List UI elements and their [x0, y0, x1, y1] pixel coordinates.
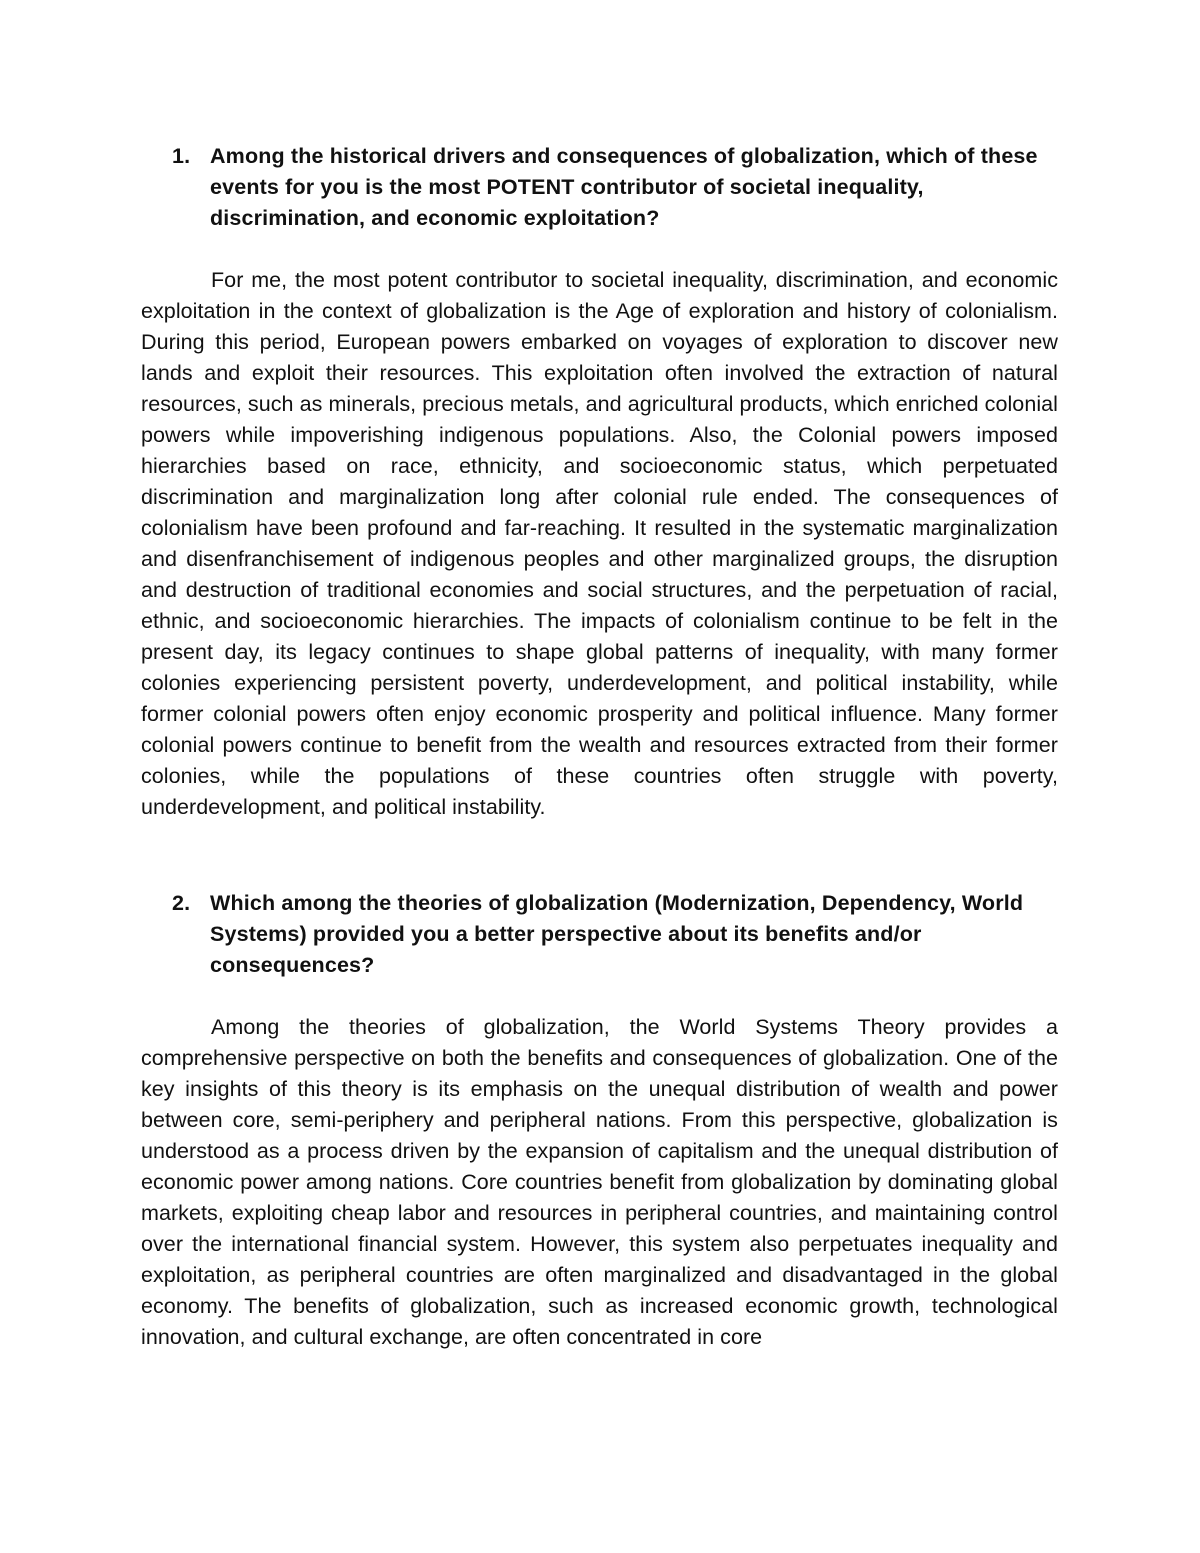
question-1-text: Among the historical drivers and consequences of globalization, which of these events for you is the most POTENT contributor of societal inequality, discrimination, and economic exploitation? — [210, 144, 1038, 230]
question-2-number: 2. — [172, 891, 191, 915]
answer-2-paragraph: Among the theories of globalization, the World Systems Theory provides a comprehensive perspective on both the benefits and consequences of globalization. One of the key insights of this theory is its emphasis on the unequal distribution of wealth and power between core, semi-periphery and peripheral nations. From this perspective, globalization is understood as a process driven by the expansion of capitalism and the unequal distribution of economic power among nations. Core countries benefit from globalization by dominating global markets, exploiting cheap labor and resources in peripheral countries, and maintaining control over the international financial system. However, this system also perpetuates inequality and exploitation, as peripheral countries are often marginalized and disadvantaged in the global economy. The benefits of globalization, such as increased economic growth, technological innovation, and cultural exchange, are often concentrated in core — [141, 1015, 1058, 1349]
question-2-text: Which among the theories of globalization (Modernization, Dependency, World Systems) provided you a better perspective about its benefits and/or consequences? — [210, 891, 1024, 977]
question-2 — [172, 888, 1062, 981]
question-1-number: 1. — [172, 144, 191, 168]
question-1 — [172, 141, 1062, 234]
answer-1-paragraph: For me, the most potent contributor to societal inequality, discrimination, and economic exploitation in the context of globalization is the Age of exploration and history of colonialism. During this period, European powers embarked on voyages of exploration to discover new lands and exploit their resources. This exploitation often involved the extraction of natural resources, such as minerals, precious metals, and agricultural products, which enriched colonial powers while impoverishing indigenous populations. Also, the Colonial powers imposed hierarchies based on race, ethnicity, and socioeconomic status, which perpetuated discrimination and marginalization long after colonial rule ended. The consequences of colonialism have been profound and far-reaching. It resulted in the systematic marginalization and disenfranchisement of indigenous peoples and other marginalized groups, the disruption and destruction of traditional economies and social structures, and the perpetuation of racial, ethnic, and socioeconomic hierarchies. The impacts of colonialism continue to be felt in the present day, its legacy continues to shape global patterns of inequality, with many former colonies experiencing persistent poverty, underdevelopment, and political instability, while former colonial powers often enjoy economic prosperity and political influence. Many former colonial powers continue to benefit from the wealth and resources extracted from their former colonies, while the populations of these countries often struggle with poverty, underdevelopment, and political instability. — [141, 268, 1058, 819]
